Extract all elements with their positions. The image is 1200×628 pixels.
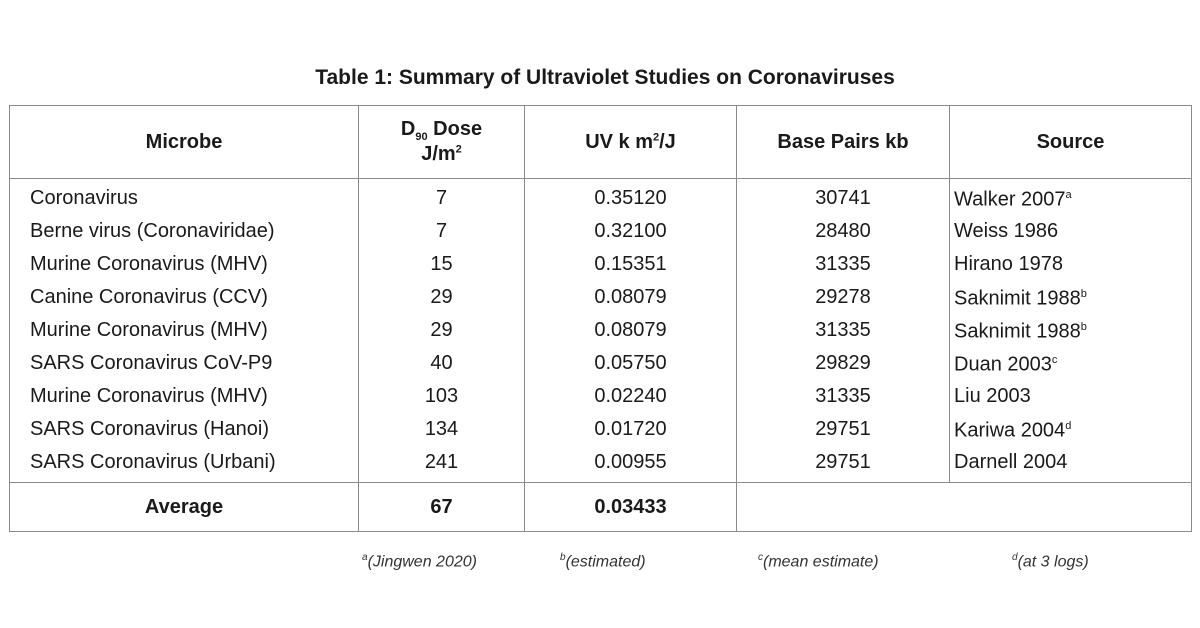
cell-microbe xyxy=(10,247,359,280)
header-source: Source xyxy=(950,106,1192,179)
footnote-text: (mean estimate) xyxy=(763,553,879,571)
cell-base-pairs xyxy=(737,247,950,280)
cell-uv-text: 0.01720 xyxy=(594,417,667,440)
cell-source xyxy=(950,247,1192,280)
cell-source xyxy=(950,214,1192,247)
cell-dose xyxy=(359,280,525,313)
cell-base-pairs xyxy=(737,346,950,379)
cell-dose xyxy=(359,214,525,247)
header-dose-d: D xyxy=(400,118,416,140)
source-footnote-mark: a xyxy=(1065,189,1072,202)
source-footnote-mark: c xyxy=(1051,354,1058,367)
cell-uv-text: 0.08079 xyxy=(594,285,667,308)
cell-uv xyxy=(525,313,737,346)
header-dose-unit-sup: 2 xyxy=(455,143,462,156)
cell-dose-text: 134 xyxy=(424,417,459,440)
header-uv xyxy=(525,106,737,179)
cell-uv xyxy=(525,412,737,445)
cell-dose-text: 29 xyxy=(430,285,453,308)
cell-dose xyxy=(359,379,525,412)
source-footnote-mark: b xyxy=(1080,321,1087,334)
cell-source xyxy=(950,346,1192,379)
cell-base-pairs-text: 29829 xyxy=(815,351,871,374)
cell-base-pairs-text: 28480 xyxy=(815,219,871,242)
cell-source-text: Duan 2003 xyxy=(954,353,1052,376)
cell-uv-text: 0.35120 xyxy=(594,186,667,209)
cell-microbe xyxy=(10,346,359,379)
table-title: Table 1: Summary of Ultraviolet Studies on Coronaviruses xyxy=(315,66,895,89)
header-dose-sub: 90 xyxy=(415,131,428,143)
average-dose: 67 xyxy=(359,483,525,532)
cell-dose xyxy=(359,313,525,346)
cell-microbe xyxy=(10,412,359,445)
cell-source-text: Liu 2003 xyxy=(954,384,1031,407)
cell-uv xyxy=(525,379,737,412)
uv-studies-table xyxy=(9,105,1192,532)
cell-base-pairs-text: 29751 xyxy=(815,450,871,473)
cell-source-text: Saknimit 1988 xyxy=(954,320,1081,343)
average-row xyxy=(10,483,1192,532)
cell-dose-text: 29 xyxy=(430,318,453,341)
cell-dose-text: 7 xyxy=(435,219,448,242)
source-footnote-mark: b xyxy=(1080,288,1087,301)
header-microbe: Microbe xyxy=(10,106,359,179)
cell-uv-text: 0.15351 xyxy=(594,252,667,275)
footnotes xyxy=(0,552,1200,582)
cell-dose xyxy=(359,412,525,445)
table-row xyxy=(10,445,1192,483)
table-row xyxy=(10,412,1192,445)
cell-base-pairs xyxy=(737,445,950,483)
cell-source xyxy=(950,179,1192,215)
cell-source-text: Darnell 2004 xyxy=(954,450,1068,473)
cell-uv xyxy=(525,214,737,247)
cell-dose-text: 7 xyxy=(435,186,448,209)
footnote-mark: b xyxy=(560,552,566,563)
cell-source xyxy=(950,313,1192,346)
cell-microbe xyxy=(10,445,359,483)
cell-base-pairs-text: 31335 xyxy=(815,384,871,407)
cell-base-pairs-text: 29751 xyxy=(815,417,871,440)
header-uv-suffix: /J xyxy=(659,130,676,153)
average-label: Average xyxy=(10,483,359,532)
footnote-mark: d xyxy=(1012,552,1018,563)
cell-dose xyxy=(359,346,525,379)
header-uv-prefix: UV k m xyxy=(585,130,653,153)
cell-base-pairs xyxy=(737,412,950,445)
table-row xyxy=(10,214,1192,247)
cell-uv-text: 0.00955 xyxy=(594,450,667,473)
cell-microbe-text: Murine Coronavirus (MHV) xyxy=(30,252,268,275)
cell-microbe xyxy=(10,214,359,247)
cell-uv xyxy=(525,179,737,215)
footnote-mark: c xyxy=(758,552,763,563)
cell-source-text: Walker 2007 xyxy=(954,188,1066,211)
cell-microbe-text: Murine Coronavirus (MHV) xyxy=(30,384,268,407)
header-base-pairs: Base Pairs kb xyxy=(737,106,950,179)
footnote-b xyxy=(560,552,646,571)
cell-base-pairs xyxy=(737,280,950,313)
cell-dose xyxy=(359,247,525,280)
cell-source-text: Kariwa 2004 xyxy=(954,419,1066,442)
cell-uv xyxy=(525,247,737,280)
cell-microbe-text: Berne virus (Coronaviridae) xyxy=(30,219,275,242)
cell-base-pairs xyxy=(737,313,950,346)
header-dose-text: Dose xyxy=(427,118,483,140)
cell-uv-text: 0.08079 xyxy=(594,318,667,341)
cell-microbe xyxy=(10,280,359,313)
cell-source xyxy=(950,412,1192,445)
cell-microbe-text: SARS Coronavirus CoV-P9 xyxy=(30,351,273,374)
cell-dose xyxy=(359,179,525,215)
footnote-text: (Jingwen 2020) xyxy=(367,553,477,571)
cell-source-text: Saknimit 1988 xyxy=(954,287,1081,310)
cell-source xyxy=(950,379,1192,412)
average-uv: 0.03433 xyxy=(525,483,737,532)
cell-base-pairs-text: 31335 xyxy=(815,252,871,275)
footnote-a xyxy=(362,552,477,571)
footnote-text: (at 3 logs) xyxy=(1017,553,1089,571)
footnote-mark: a xyxy=(362,552,368,563)
header-dose xyxy=(359,106,525,179)
cell-base-pairs-text: 30741 xyxy=(815,186,871,209)
footnote-c xyxy=(758,552,879,571)
header-uv-sup: 2 xyxy=(653,130,660,143)
table-row xyxy=(10,313,1192,346)
cell-microbe-text: Coronavirus xyxy=(30,186,138,209)
cell-base-pairs xyxy=(737,179,950,215)
cell-base-pairs-text: 29278 xyxy=(815,285,871,308)
cell-source xyxy=(950,445,1192,483)
cell-microbe-text: SARS Coronavirus (Hanoi) xyxy=(30,417,269,440)
cell-uv xyxy=(525,280,737,313)
average-empty xyxy=(737,483,1192,532)
table-row xyxy=(10,179,1192,215)
table-row xyxy=(10,280,1192,313)
cell-base-pairs xyxy=(737,379,950,412)
cell-microbe-text: Canine Coronavirus (CCV) xyxy=(30,285,268,308)
source-footnote-mark: d xyxy=(1065,420,1072,433)
header-dose-unit: J/m xyxy=(421,143,456,165)
cell-base-pairs-text: 31335 xyxy=(815,318,871,341)
cell-source-text: Hirano 1978 xyxy=(954,252,1063,275)
cell-uv-text: 0.32100 xyxy=(594,219,667,242)
cell-source xyxy=(950,280,1192,313)
table-row xyxy=(10,346,1192,379)
cell-microbe-text: SARS Coronavirus (Urbani) xyxy=(30,450,276,473)
cell-microbe-text: Murine Coronavirus (MHV) xyxy=(30,318,268,341)
cell-microbe xyxy=(10,379,359,412)
table-row xyxy=(10,379,1192,412)
cell-dose-text: 40 xyxy=(430,351,453,374)
header-row xyxy=(10,106,1192,179)
footnote-text: (estimated) xyxy=(565,553,646,571)
table-row xyxy=(10,247,1192,280)
footnote-d xyxy=(1012,552,1089,571)
cell-base-pairs xyxy=(737,214,950,247)
cell-microbe xyxy=(10,313,359,346)
cell-uv xyxy=(525,346,737,379)
cell-uv-text: 0.02240 xyxy=(594,384,667,407)
cell-dose-text: 103 xyxy=(424,384,459,407)
cell-uv xyxy=(525,445,737,483)
cell-source-text: Weiss 1986 xyxy=(954,219,1059,242)
cell-uv-text: 0.05750 xyxy=(594,351,667,374)
cell-dose xyxy=(359,445,525,483)
cell-dose-text: 15 xyxy=(430,252,453,275)
cell-dose-text: 241 xyxy=(424,450,459,473)
cell-microbe xyxy=(10,179,359,215)
